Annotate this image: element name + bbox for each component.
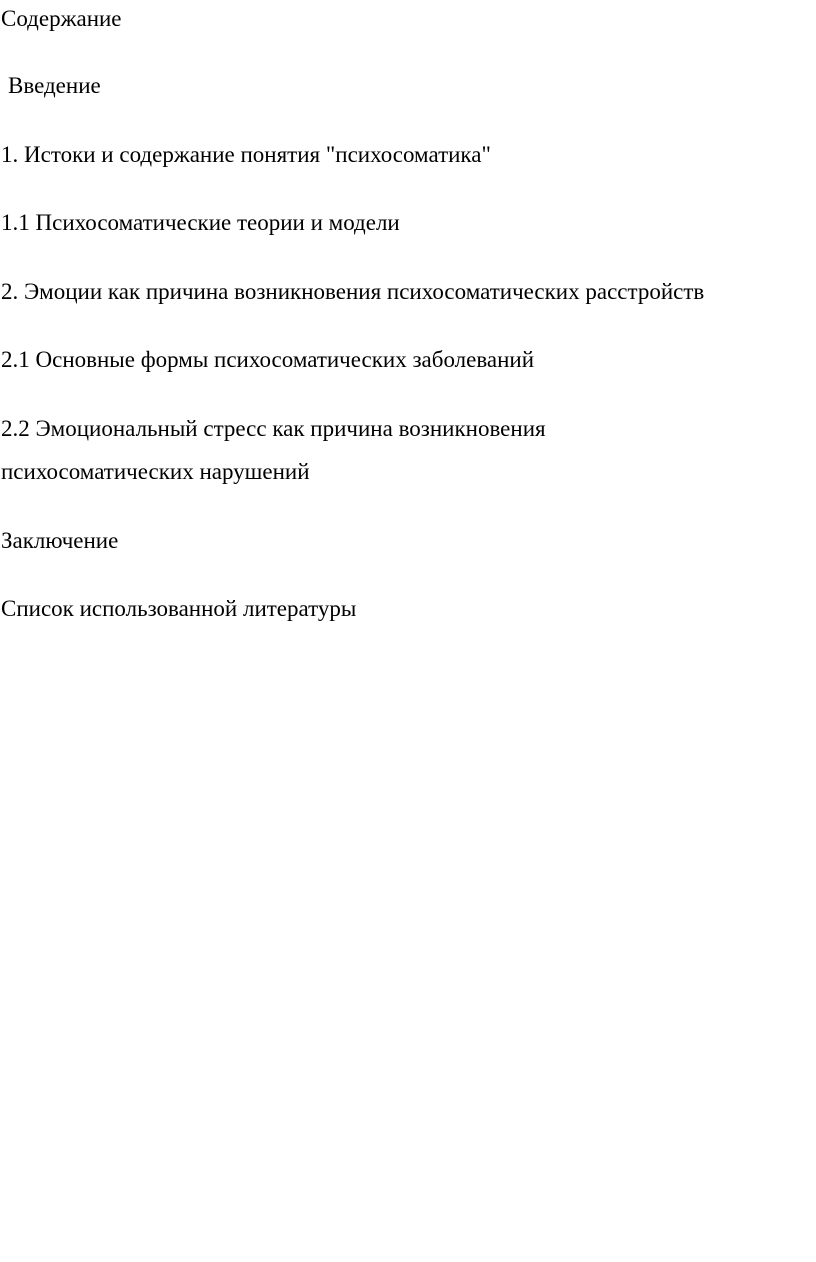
toc-title: Содержание xyxy=(1,6,122,31)
toc-entry-2: 2. Эмоции как причина возникновения психосоматических расстройств xyxy=(1,279,705,304)
toc-entry-2-1: 2.1 Основные формы психосоматических заболеваний xyxy=(1,347,535,372)
toc-entry-2-2-continued: психосоматических нарушений xyxy=(1,459,310,484)
toc-entry-1: 1. Истоки и содержание понятия "психосоматика" xyxy=(1,142,491,167)
toc-entry-introduction: Введение xyxy=(8,73,101,98)
toc-entry-1-1: 1.1 Психосоматические теории и модели xyxy=(1,210,400,235)
toc-entry-2-2: 2.2 Эмоциональный стресс как причина возникновения xyxy=(1,416,546,441)
toc-entry-references: Список использованной литературы xyxy=(1,596,357,621)
toc-entry-conclusion: Заключение xyxy=(1,528,119,553)
